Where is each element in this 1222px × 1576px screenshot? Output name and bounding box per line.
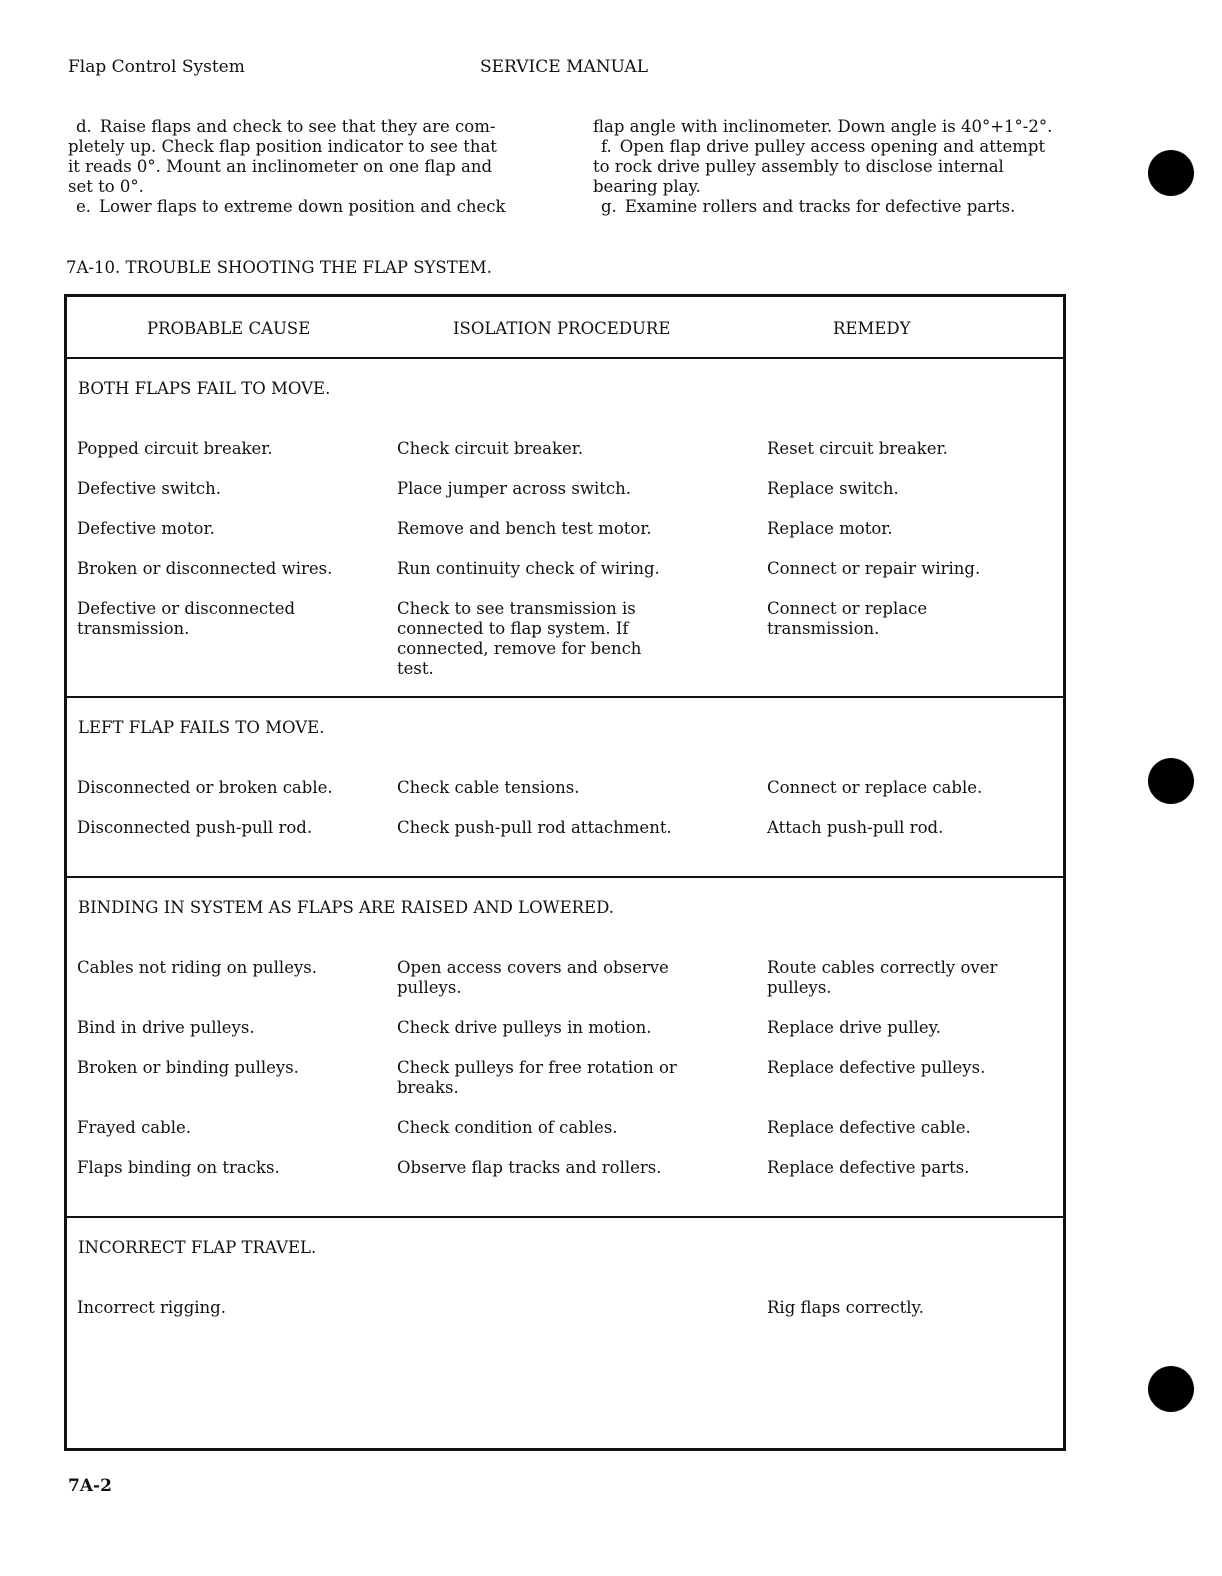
remedy-cell: Rig flaps correctly.: [767, 1298, 924, 1317]
step-text: Open flap drive pulley access opening and attempt: [619, 137, 1046, 156]
isolation-cell: Check pulleys for free rotation or breaks.: [397, 1058, 677, 1097]
troubleshooting-table: [64, 294, 1066, 1451]
intro-line: [68, 157, 548, 177]
step-text: bearing play.: [593, 177, 701, 196]
trouble-group-incorrect-travel: [67, 1216, 1063, 1446]
page-number: 7A-2: [68, 1476, 112, 1496]
intro-line: [593, 197, 1093, 217]
remedy-cell: Reset circuit breaker.: [767, 439, 948, 458]
cause-cell: Frayed cable.: [77, 1118, 191, 1137]
remedy-cell: Replace drive pulley.: [767, 1018, 942, 1037]
intro-right-column: [593, 117, 1093, 217]
cause-cell: Bind in drive pulleys.: [77, 1018, 255, 1037]
binder-hole-bottom: [1148, 1366, 1194, 1412]
isolation-cell: Check to see transmission is connected to flap system. If connected, remove for bench test.: [397, 599, 642, 678]
cause-cell: Disconnected push-pull rod.: [77, 818, 313, 837]
cause-cell: Broken or disconnected wires.: [77, 559, 333, 578]
cause-cell: Defective or disconnected transmission.: [77, 599, 296, 638]
cause-cell: Disconnected or broken cable.: [77, 778, 333, 797]
remedy-cell: Connect or replace cable.: [767, 778, 983, 797]
binder-hole-top: [1148, 150, 1194, 196]
isolation-cell: Check push-pull rod attachment.: [397, 818, 672, 837]
step-label: g.: [601, 197, 617, 216]
isolation-cell: Place jumper across switch.: [397, 479, 632, 498]
step-text: it reads 0°. Mount an inclinometer on one flap and: [68, 157, 493, 176]
step-text: flap angle with inclinometer. Down angle is 40°+1°-2°.: [593, 117, 1053, 136]
isolation-cell: Check circuit breaker.: [397, 439, 584, 458]
remedy-cell: Replace defective cable.: [767, 1118, 971, 1137]
header-section-title: Flap Control System: [68, 57, 245, 77]
group-title: LEFT FLAP FAILS TO MOVE.: [78, 718, 325, 737]
column-header-isolation-procedure: ISOLATION PROCEDURE: [453, 319, 671, 338]
group-title: INCORRECT FLAP TRAVEL.: [78, 1238, 317, 1257]
intro-line: [593, 117, 1093, 137]
remedy-cell: Route cables correctly over pulleys.: [767, 958, 998, 997]
step-text: to rock drive pulley assembly to disclose internal: [593, 157, 1004, 176]
remedy-cell: Replace motor.: [767, 519, 893, 538]
intro-line: [68, 197, 548, 217]
remedy-cell: Replace switch.: [767, 479, 899, 498]
step-text: Lower flaps to extreme down position and check: [99, 197, 506, 216]
intro-left-column: [68, 117, 548, 217]
step-text: pletely up. Check flap position indicator to see that: [68, 137, 497, 156]
intro-line: [68, 117, 548, 137]
isolation-cell: Remove and bench test motor.: [397, 519, 652, 538]
remedy-cell: Replace defective parts.: [767, 1158, 970, 1177]
intro-line: [68, 177, 548, 197]
cause-cell: Incorrect rigging.: [77, 1298, 226, 1317]
step-label: d.: [76, 117, 92, 136]
cause-cell: Flaps binding on tracks.: [77, 1158, 280, 1177]
column-header-probable-cause: PROBABLE CAUSE: [147, 319, 311, 338]
remedy-cell: Connect or repair wiring.: [767, 559, 981, 578]
group-title: BINDING IN SYSTEM AS FLAPS ARE RAISED AND LOWERED.: [78, 898, 614, 917]
trouble-group-binding: [67, 876, 1063, 1218]
step-label: e.: [76, 197, 92, 216]
isolation-cell: Check cable tensions.: [397, 778, 580, 797]
intro-line: [593, 177, 1093, 197]
intro-line: [593, 157, 1093, 177]
isolation-cell: Run continuity check of wiring.: [397, 559, 660, 578]
intro-line: [68, 137, 548, 157]
group-title: BOTH FLAPS FAIL TO MOVE.: [78, 379, 331, 398]
trouble-group-both-flaps: [67, 357, 1063, 698]
binder-hole-middle: [1148, 758, 1194, 804]
table-header: [67, 297, 1063, 359]
header-manual-title: SERVICE MANUAL: [480, 57, 648, 77]
step-text: Raise flaps and check to see that they are com-: [99, 117, 496, 136]
remedy-cell: Connect or replace transmission.: [767, 599, 928, 638]
isolation-cell: Check drive pulleys in motion.: [397, 1018, 652, 1037]
trouble-group-left-flap: [67, 696, 1063, 878]
step-label: f.: [601, 137, 612, 156]
intro-line: [593, 137, 1093, 157]
remedy-cell: Attach push-pull rod.: [767, 818, 944, 837]
column-header-remedy: REMEDY: [833, 319, 911, 338]
cause-cell: Defective switch.: [77, 479, 221, 498]
remedy-cell: Replace defective pulleys.: [767, 1058, 986, 1077]
cause-cell: Broken or binding pulleys.: [77, 1058, 299, 1077]
section-heading: 7A-10. TROUBLE SHOOTING THE FLAP SYSTEM.: [66, 258, 492, 277]
step-text: Examine rollers and tracks for defective parts.: [624, 197, 1016, 216]
isolation-cell: Observe flap tracks and rollers.: [397, 1158, 662, 1177]
isolation-cell: Open access covers and observe pulleys.: [397, 958, 669, 997]
cause-cell: Cables not riding on pulleys.: [77, 958, 317, 977]
cause-cell: Popped circuit breaker.: [77, 439, 273, 458]
cause-cell: Defective motor.: [77, 519, 215, 538]
step-text: set to 0°.: [68, 177, 144, 196]
isolation-cell: Check condition of cables.: [397, 1118, 618, 1137]
